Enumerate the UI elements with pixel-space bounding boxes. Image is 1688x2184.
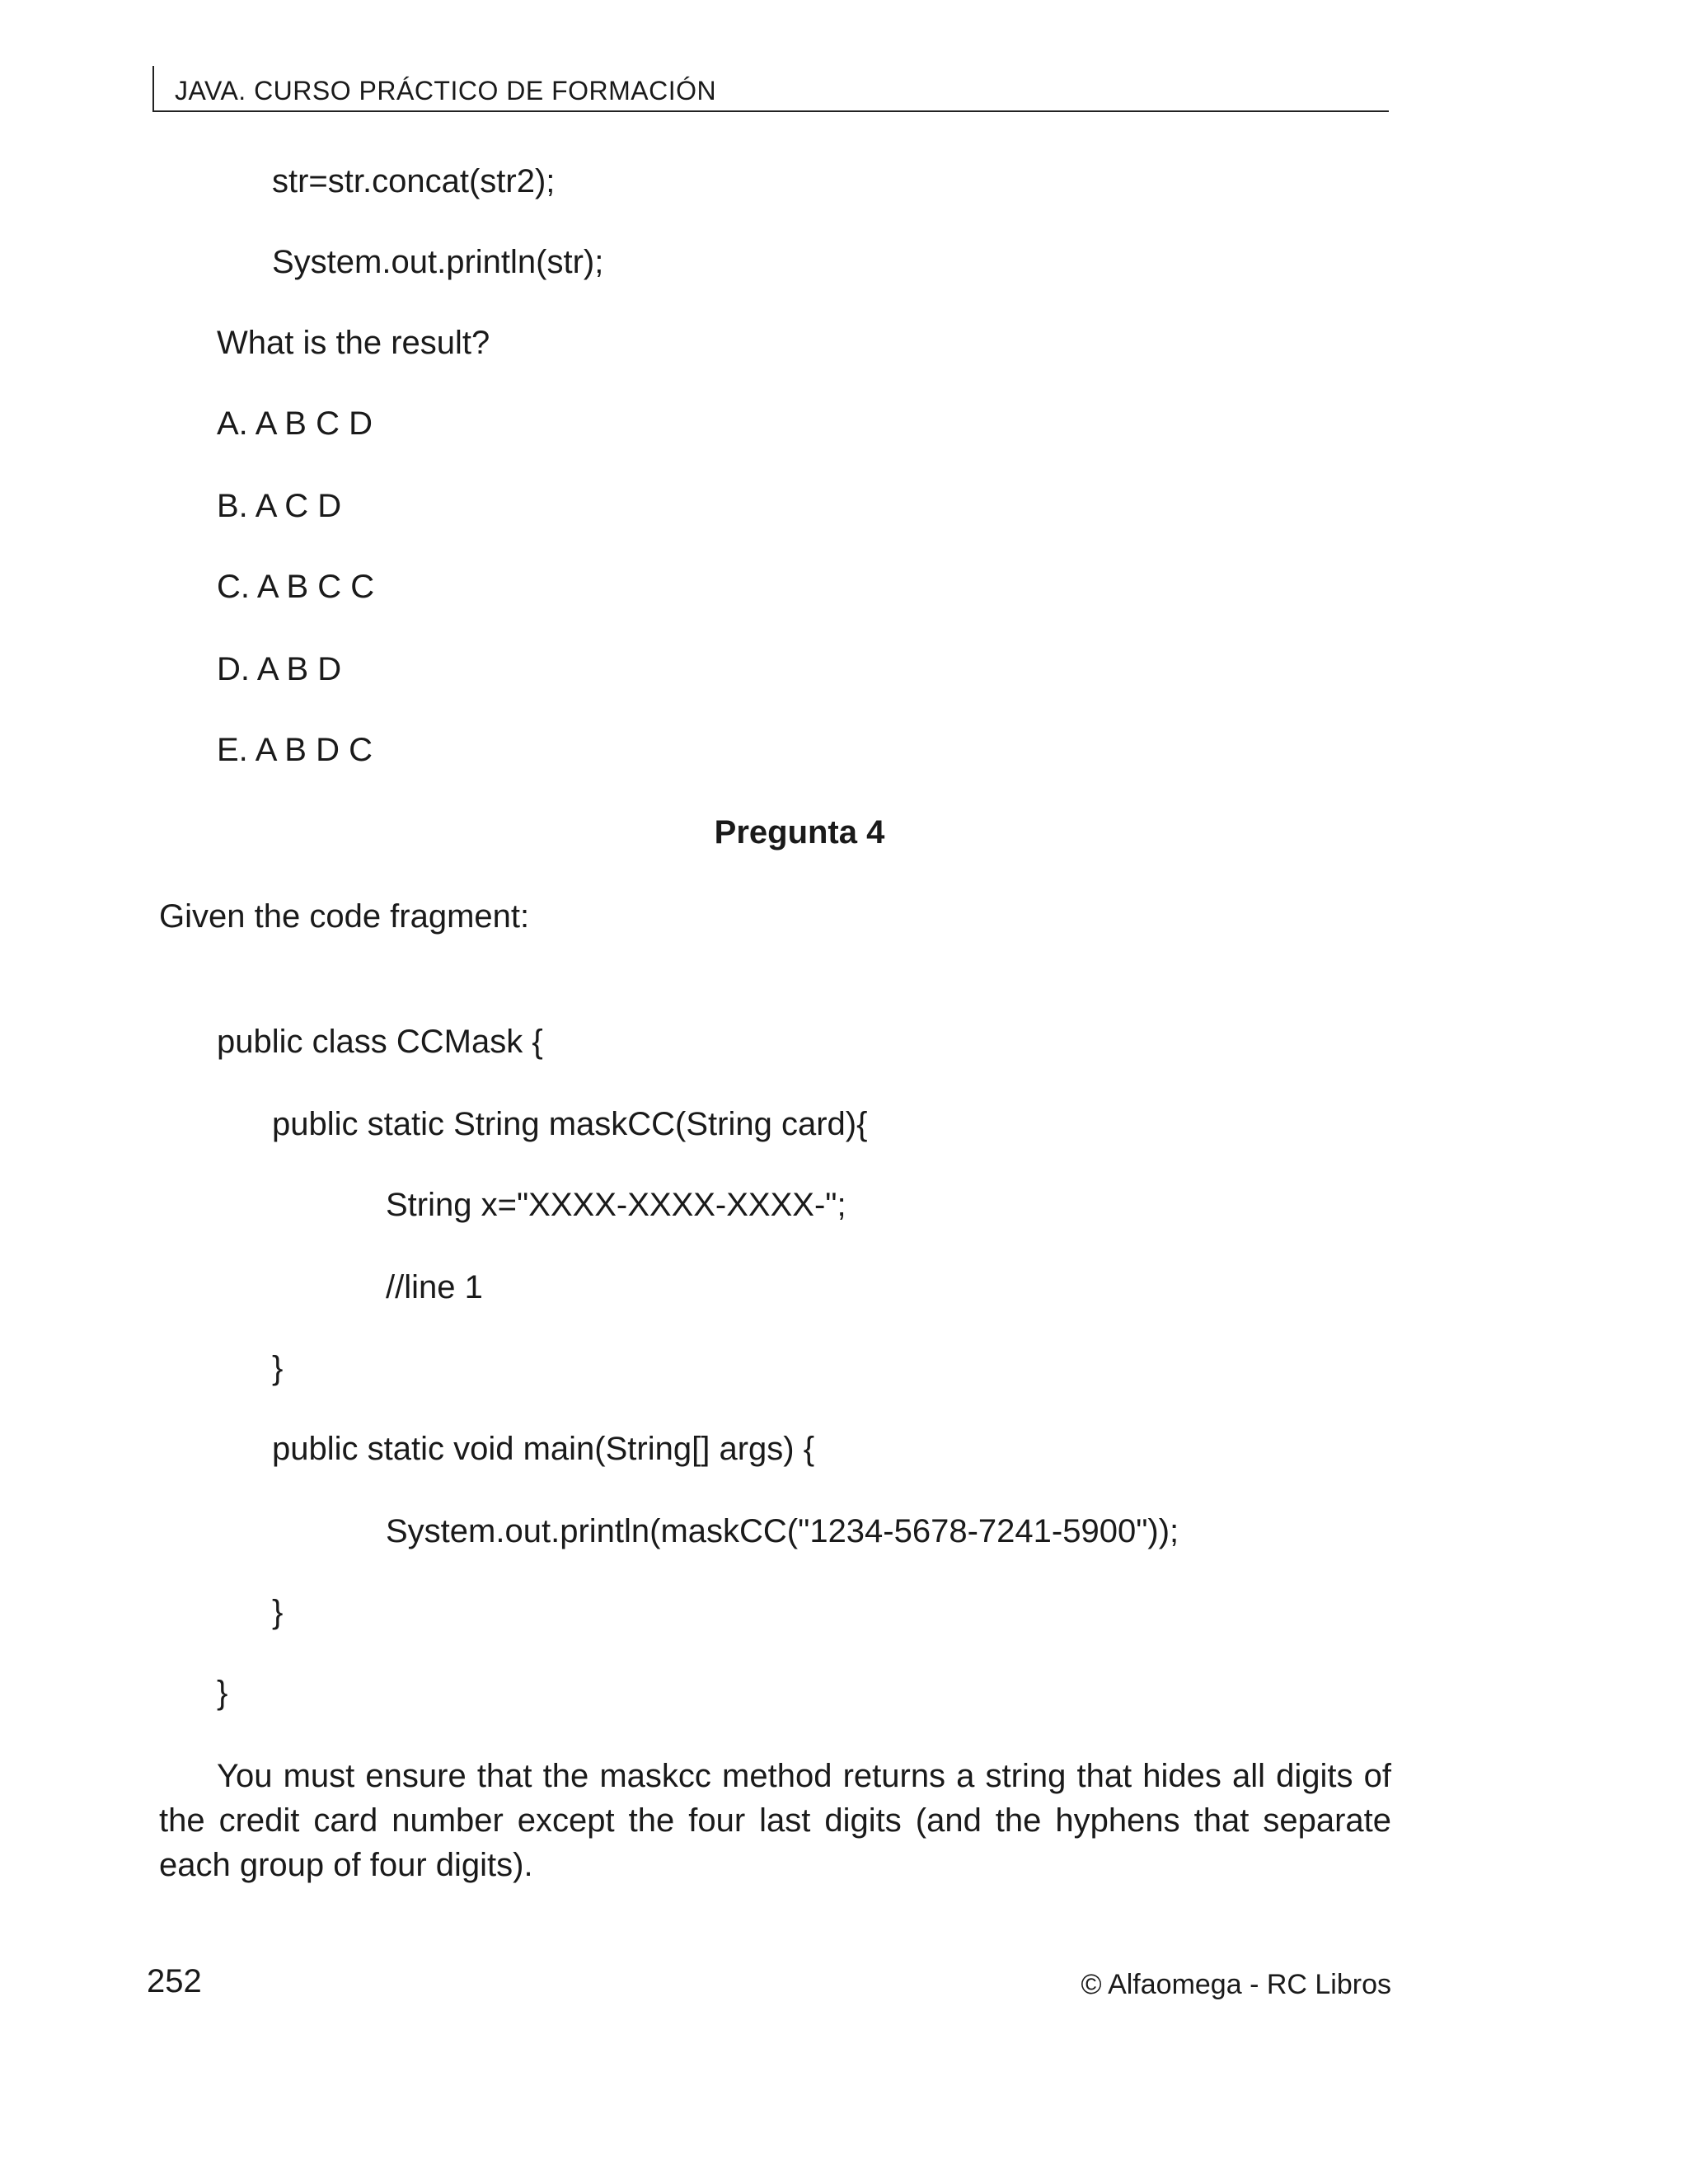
question-intro: Given the code fragment: <box>159 898 530 935</box>
question-heading: Pregunta 4 <box>714 814 885 851</box>
code-line: //line 1 <box>386 1269 483 1305</box>
code-line: } <box>272 1594 284 1630</box>
answer-option-c: C. A B C C <box>217 569 375 605</box>
answer-option-b: B. A C D <box>217 488 342 524</box>
question-prompt: What is the result? <box>217 325 490 361</box>
code-line: public class CCMask { <box>217 1024 543 1060</box>
code-line: System.out.println(str); <box>272 244 604 280</box>
code-line: public static String maskCC(String card){ <box>272 1106 868 1142</box>
code-line: } <box>217 1675 228 1711</box>
running-header-title: JAVA. CURSO PRÁCTICO DE FORMACIÓN <box>175 76 717 105</box>
copyright-notice: © Alfaomega - RC Libros <box>1081 1969 1391 2000</box>
code-line: } <box>272 1350 284 1386</box>
question-description: You must ensure that the maskcc method returns a string that hides all digits of the credit card number except the four last digits (and the hyphens that separate each group of four digits). <box>159 1758 1391 1883</box>
code-line: public static void main(String[] args) { <box>272 1431 815 1467</box>
answer-option-e: E. A B D C <box>217 732 373 768</box>
header-vertical-rule <box>152 66 154 112</box>
header-horizontal-rule <box>152 110 1389 112</box>
answer-option-d: D. A B D <box>217 651 342 687</box>
code-line: str=str.concat(str2); <box>272 163 556 199</box>
answer-option-a: A. A B C D <box>217 405 373 442</box>
code-line: System.out.println(maskCC("1234-5678-7241-5900")); <box>386 1513 1179 1549</box>
code-line: String x="XXXX-XXXX-XXXX-"; <box>386 1187 846 1223</box>
page-number: 252 <box>147 1963 202 1999</box>
